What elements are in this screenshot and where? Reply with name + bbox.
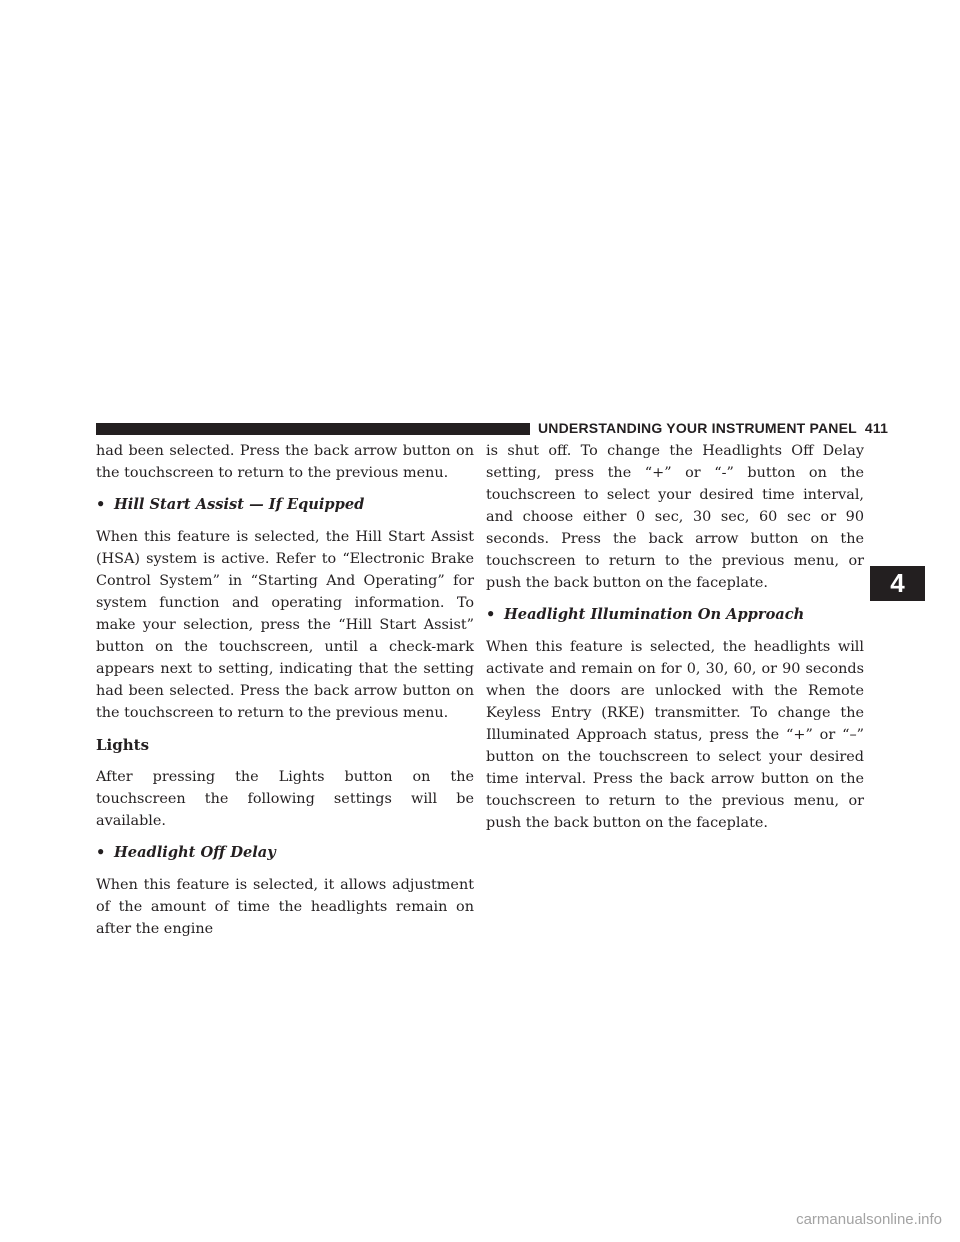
bullet-icon: • [96,496,106,513]
paragraph: is shut off. To change the Headlights Off Delay setting, press the “+” or “-” button on the touchscreen to select your desired time interval, and choose either 0 sec, 30 sec, 60 sec or 90 seconds. Press the back arrow button on the touchscreen to return to the previous menu, or push the back button on the faceplate. [486,443,864,591]
paragraph: After pressing the Lights button on the touchscreen the following settings will be available. [96,769,474,829]
bullet-item-headlight-illumination [486,604,864,626]
page-number: 411 [864,420,889,436]
paragraph: When this feature is selected, the headlights will activate and remain on for 0, 30, 60, or 90 seconds when the doors are unlocked with the Remote Keyless Entry (RKE) transmitter. To change the Illuminated Approach status, press the “+” or “–” button on the touchscreen to select your desired time interval. Press the back arrow button on the touchscreen to return to the previous menu, or push the back button on the faceplate. [486,639,864,831]
paragraph: When this feature is selected, it allows adjustment of the amount of time the headlights remain on after the engine [96,877,474,937]
bullet-item-hill-start-assist [96,494,474,516]
paragraph: When this feature is selected, the Hill Start Assist (HSA) system is active. Refer to “Electronic Brake Control System” in “Starting And Operating” for system function and operating information. To make your selection, press the “Hill Start Assist” button on the touchscreen, until a check-mark appears next to setting, indicating that the setting had been selected. Press the back arrow button on the touchscreen to return to the previous menu. [96,529,474,721]
watermark: carmanualsonline.info [796,1211,942,1228]
chapter-tab: 4 [870,566,925,601]
bullet-label: Headlight Off Delay [114,844,276,861]
header-rule [96,423,530,435]
bullet-label: Headlight Illumination On Approach [504,606,805,623]
bullet-label: Hill Start Assist — If Equipped [114,496,365,513]
section-heading: Lights [96,736,150,754]
paragraph: had been selected. Press the back arrow button on the touchscreen to return to the previous menu. [96,443,474,481]
running-header [538,418,889,438]
bullet-icon: • [96,844,106,861]
bullet-item-headlight-off-delay [96,842,474,864]
bullet-icon: • [486,606,496,623]
section-title: UNDERSTANDING YOUR INSTRUMENT PANEL [538,420,857,436]
left-column [96,440,474,940]
right-column [486,440,864,834]
